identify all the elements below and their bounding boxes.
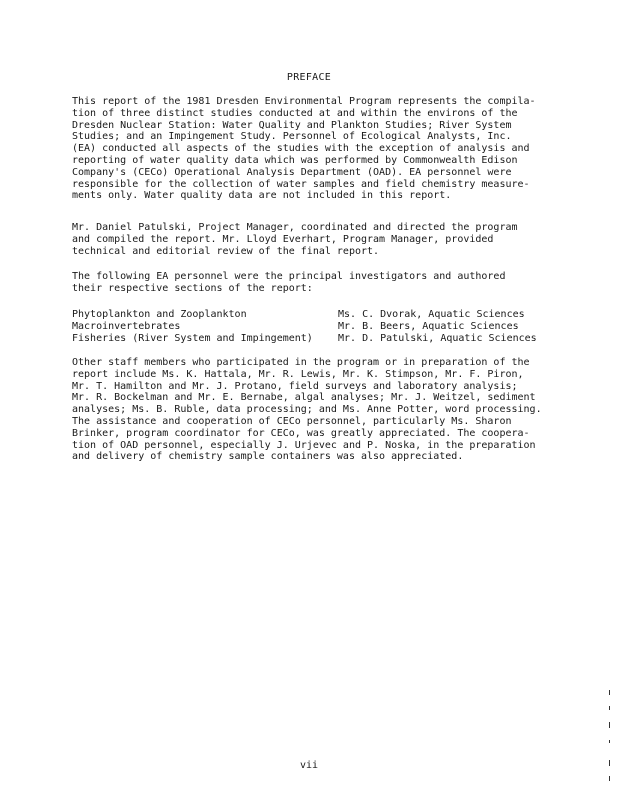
investigator-row xyxy=(72,321,548,333)
acknowledgements-paragraph: Other staff members who participated in the program or in preparation of the report include Ms. K. Hattala, Mr. R. Lewis, Mr. K. Stimpson, Mr. F. Piron, Mr. T. Hamilton and Mr. J. Protano, field surveys and laboratory analysis; Mr. R. Bockelman and Mr. E. Bernabe, algal analyses; Mr. J. Weitzel, sediment analyses; Ms. B. Ruble, data processing; and Ms. Anne Potter, word processing. The assistance and cooperation of CECo personnel, particularly Ms. Sharon Brinker, program coordinator for CECo, was greatly appreciated. The coopera- tion of OAD personnel, especially J. Urjevec and P. Noska, in the preparation and delivery of chemistry sample containers was also appreciated. xyxy=(72,357,542,463)
investigator-person: Mr. D. Patulski, Aquatic Sciences xyxy=(338,333,537,344)
investigator-section: Macroinvertebrates xyxy=(72,321,181,332)
investigator-person: Ms. C. Dvorak, Aquatic Sciences xyxy=(338,309,525,320)
investigator-section: Phytoplankton and Zooplankton xyxy=(72,309,247,320)
intro-paragraph: This report of the 1981 Dresden Environmental Program represents the compila- tion of three distinct studies conducted at and within the environs of the Dresden Nuclear Station: Water Quality and Plankton Studies; River System Studies; and an Impingement Study. Personnel of Ecological Analysts, Inc. (EA) conducted all aspects of the studies with the exception of analysis and reporting of water quality data which was performed by Commonwealth Edison Company's (CECo) Operational Analysis Department (OAD). EA personnel were responsible for the collection of water samples and field chemistry measure- ments only. Water quality data are not included in this report. xyxy=(72,96,536,202)
investigator-section: Fisheries (River System and Impingement) xyxy=(72,333,313,344)
scan-mark xyxy=(609,706,610,710)
scan-mark xyxy=(609,760,610,766)
investigator-row xyxy=(72,333,548,345)
scan-mark xyxy=(609,690,610,695)
investigators-list xyxy=(72,309,548,345)
scan-mark xyxy=(609,722,610,728)
page-number: vii xyxy=(299,760,319,771)
scan-mark xyxy=(609,740,610,743)
investigators-intro-paragraph: The following EA personnel were the principal investigators and authored their respective sections of the report: xyxy=(72,271,506,294)
management-paragraph: Mr. Daniel Patulski, Project Manager, coordinated and directed the program and compiled the report. Mr. Lloyd Everhart, Program Manager, provided technical and editorial review of the final report. xyxy=(72,222,518,257)
investigator-row xyxy=(72,309,548,321)
preface-title: PREFACE xyxy=(286,72,332,83)
investigator-person: Mr. B. Beers, Aquatic Sciences xyxy=(338,321,519,332)
scan-mark xyxy=(609,776,610,781)
